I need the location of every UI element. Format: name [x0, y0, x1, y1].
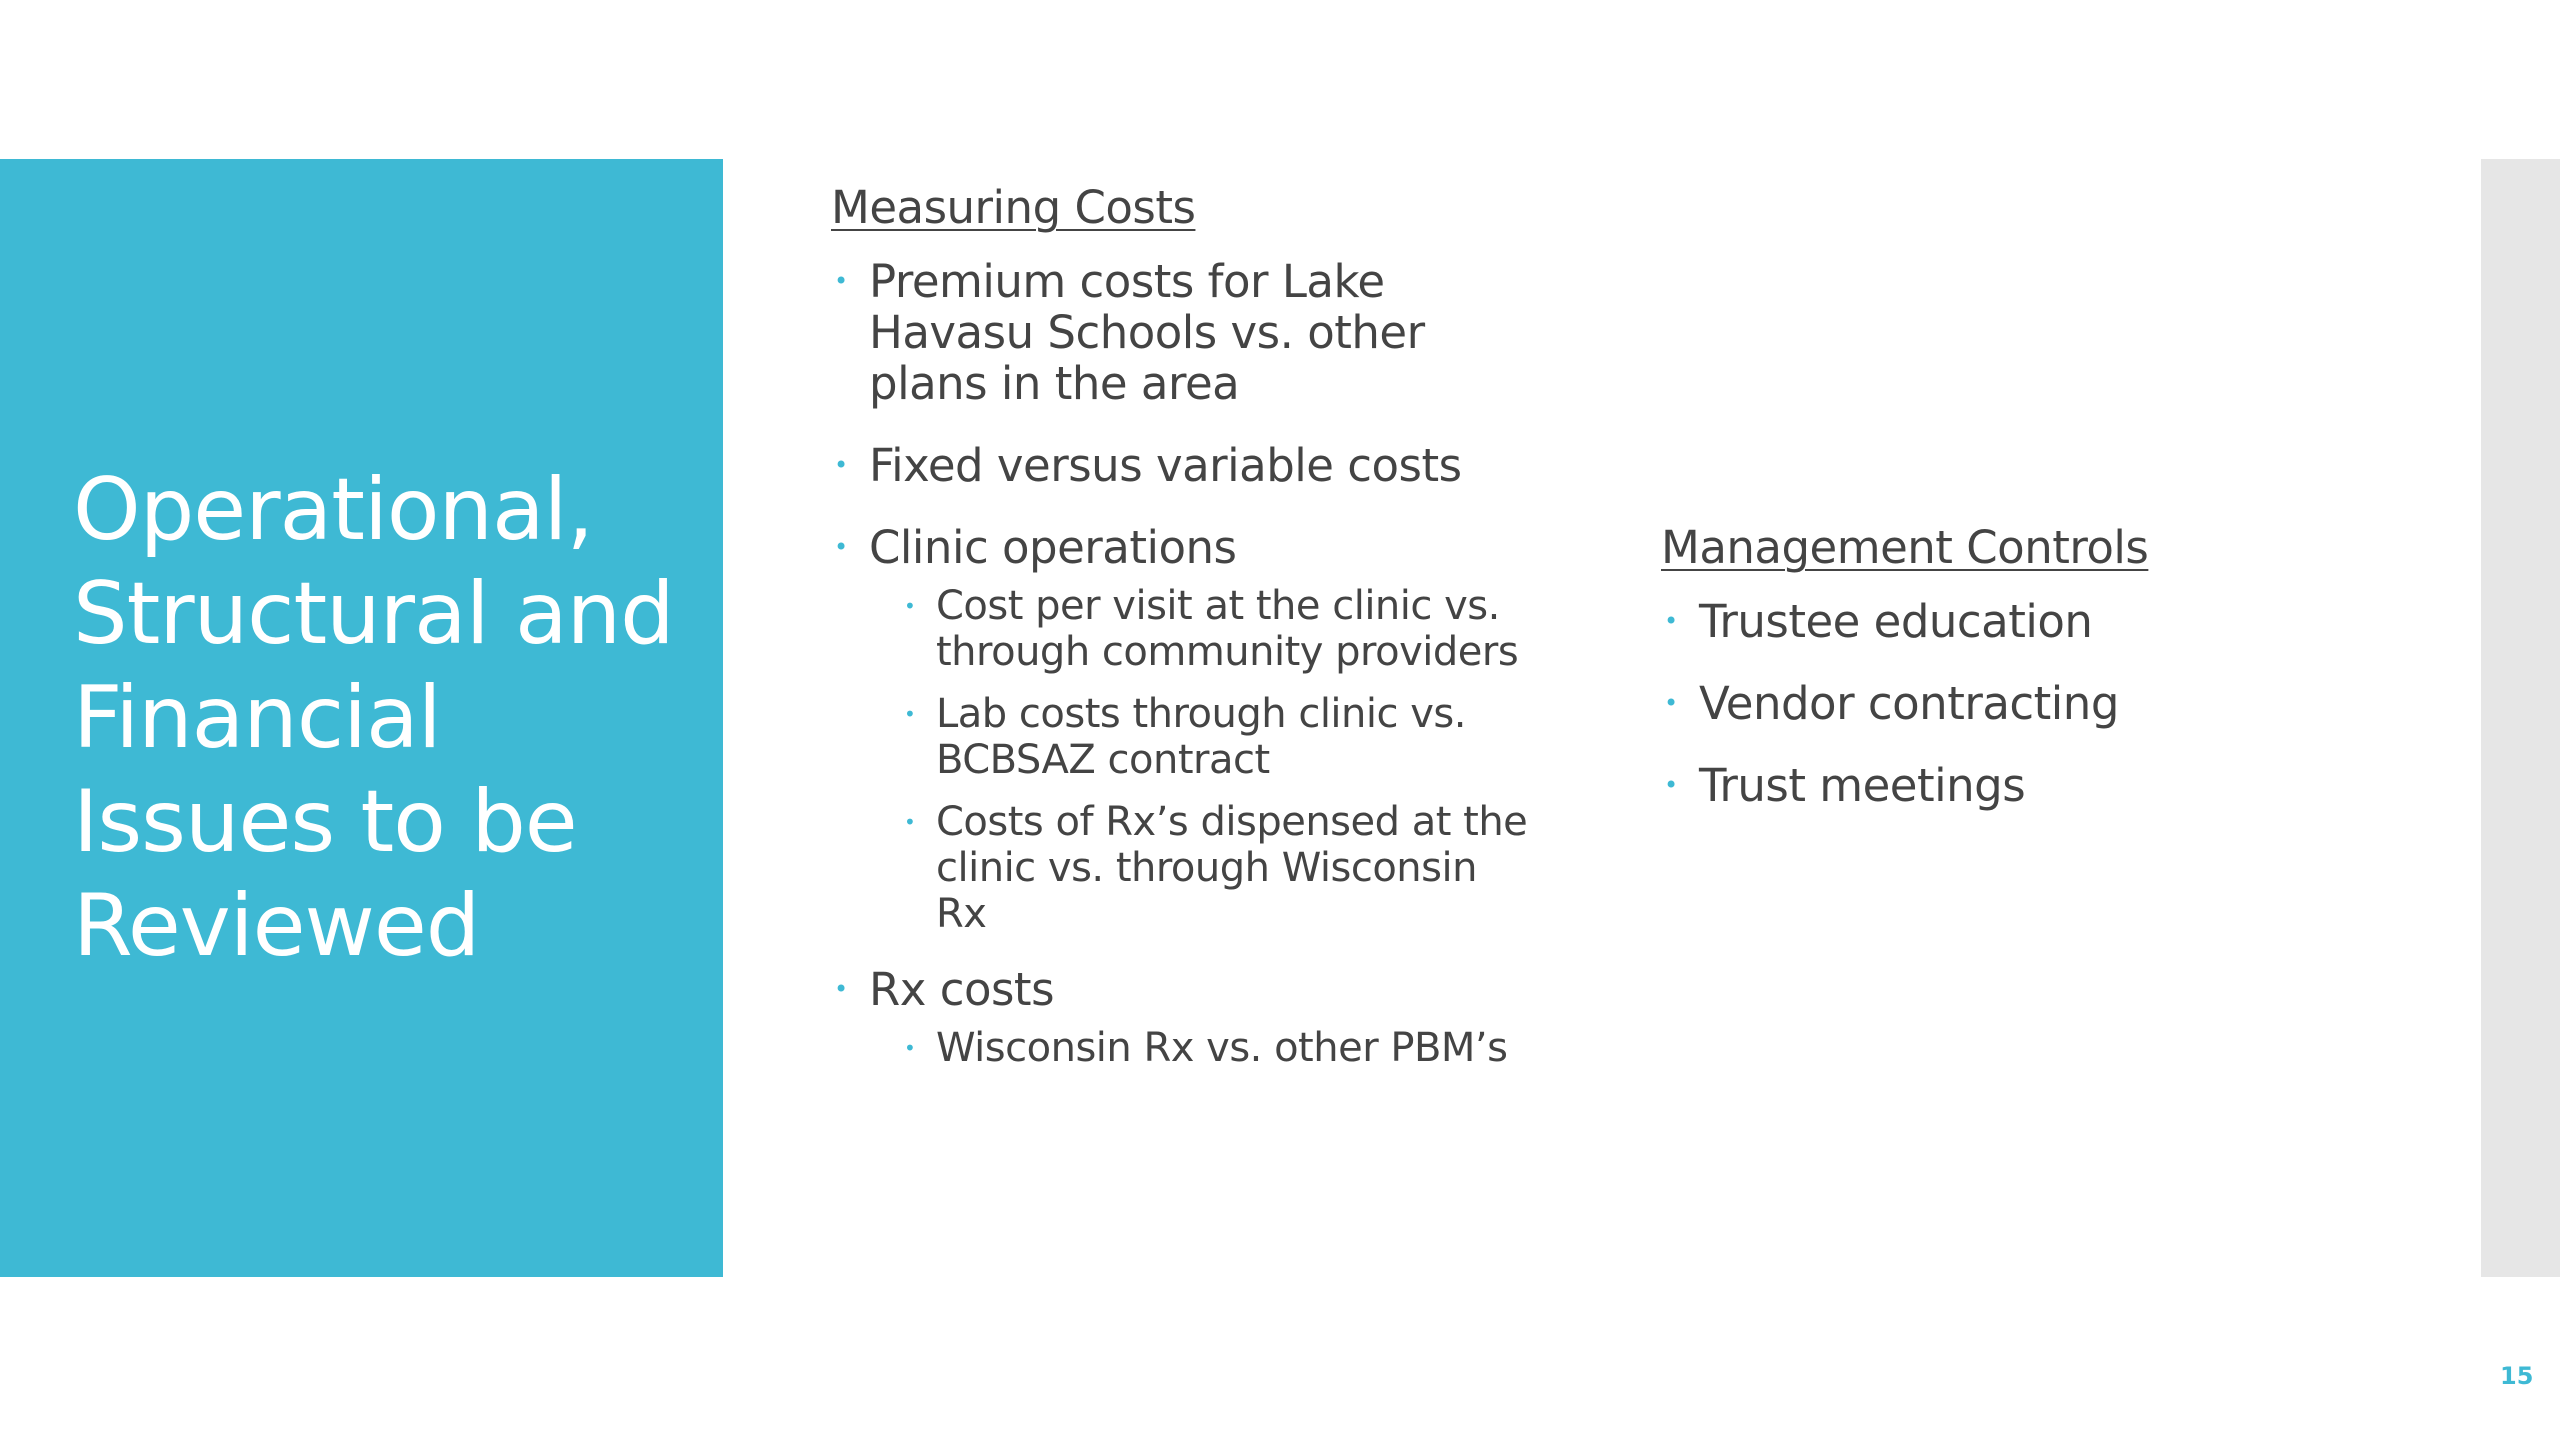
management-controls-list	[1661, 596, 2361, 811]
measuring-costs-column	[831, 176, 1531, 1098]
sub-list-item	[831, 583, 1531, 675]
bullet-icon: •	[1664, 689, 1678, 717]
list-item	[1661, 596, 2361, 647]
bullet-icon: •	[834, 451, 848, 479]
measuring-costs-heading: Measuring Costs	[831, 181, 1196, 234]
bullet-icon: •	[834, 533, 848, 561]
list-item-text: Rx costs	[869, 963, 1055, 1016]
sub-list-item-text: Costs of Rx’s dispensed at the clinic vs. through Wisconsin Rx	[936, 799, 1528, 937]
list-item-text: Clinic operations	[869, 521, 1237, 574]
bullet-icon: •	[834, 267, 848, 295]
list-item	[831, 256, 1531, 409]
sub-list-item-text: Cost per visit at the clinic vs. through community providers	[936, 583, 1519, 675]
list-item-text: Trust meetings	[1699, 759, 2026, 812]
sub-list-item	[831, 799, 1531, 937]
page-number: 15	[2500, 1362, 2534, 1390]
clinic-operations-sublist	[869, 583, 1531, 937]
sub-list-item-text: Lab costs through clinic vs. BCBSAZ contract	[936, 691, 1466, 783]
list-item	[831, 964, 1531, 1071]
management-controls-heading: Management Controls	[1661, 521, 2149, 574]
list-item	[831, 522, 1531, 937]
bullet-icon: •	[1664, 607, 1678, 635]
list-item-text: Premium costs for Lake Havasu Schools vs. other plans in the area	[869, 255, 1425, 410]
measuring-costs-list	[831, 256, 1531, 1071]
bullet-icon: •	[834, 975, 848, 1003]
right-decorative-bar	[2481, 159, 2560, 1277]
management-controls-column	[1661, 516, 2361, 842]
list-item-text: Vendor contracting	[1699, 677, 2119, 730]
list-item-text: Trustee education	[1699, 595, 2093, 648]
list-item	[831, 440, 1531, 491]
slide-title: Operational, Structural and Financial Issues to be Reviewed	[73, 460, 674, 976]
list-item	[1661, 760, 2361, 811]
sub-list-item-text: Wisconsin Rx vs. other PBM’s	[936, 1025, 1508, 1071]
sub-list-item	[831, 691, 1531, 783]
bullet-icon: •	[904, 810, 916, 834]
sub-list-item	[831, 1025, 1531, 1071]
bullet-icon: •	[904, 702, 916, 726]
bullet-icon: •	[1664, 771, 1678, 799]
list-item-text: Fixed versus variable costs	[869, 439, 1462, 492]
rx-costs-sublist	[869, 1025, 1531, 1071]
bullet-icon: •	[904, 594, 916, 618]
list-item	[1661, 678, 2361, 729]
bullet-icon: •	[904, 1036, 916, 1060]
